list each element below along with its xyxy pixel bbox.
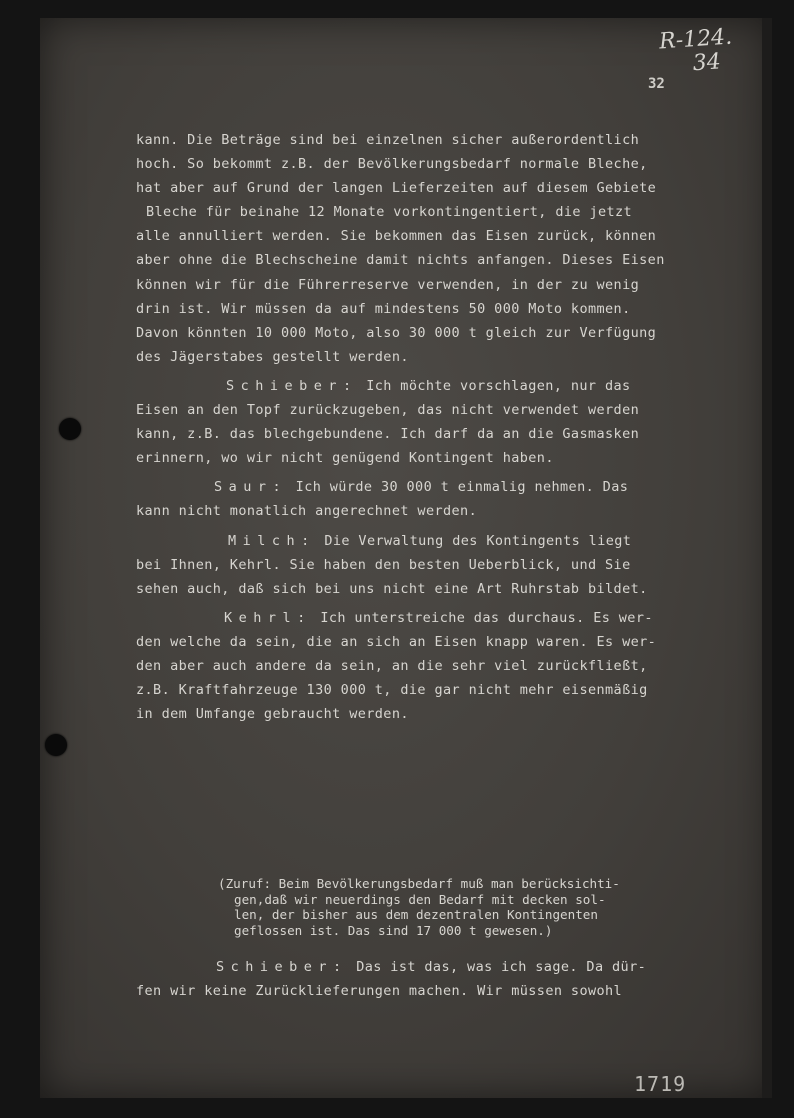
speech-text: Ich unterstreiche das durchaus. Es wer- bbox=[320, 609, 653, 626]
text-line: des Jägerstabes gestellt werden. bbox=[136, 348, 409, 365]
text-line: z.B. Kraftfahrzeuge 130 000 t, die gar nicht mehr eisenmäßig bbox=[136, 682, 648, 699]
reference-line-1: R-124. bbox=[658, 24, 733, 55]
text-line: den aber auch andere da sein, an die sehr viel zurückfließt, bbox=[136, 657, 648, 674]
interjection-block bbox=[218, 876, 718, 938]
text-line: alle annulliert werden. Sie bekommen das Eisen zurück, können bbox=[136, 228, 657, 245]
speech-text: Die Verwaltung des Kontingents liegt bbox=[324, 532, 632, 549]
text-line: drin ist. Wir müssen da auf mindestens 50 000 Moto kommen. bbox=[136, 300, 631, 317]
text-line: Bleche für beinahe 12 Monate vorkontingentiert, die jetzt bbox=[146, 204, 633, 221]
text-line: kann nicht monatlich angerechnet werden. bbox=[136, 503, 478, 520]
speaker-name: Schieber: bbox=[216, 959, 348, 975]
text-line: Davon könnten 10 000 Moto, also 30 000 t gleich zur Verfügung bbox=[136, 324, 657, 341]
speaker-name: Saur: bbox=[214, 479, 288, 496]
text-line: hoch. So bekommt z.B. der Bevölkerungsbedarf normale Bleche, bbox=[136, 156, 648, 173]
handwritten-reference bbox=[658, 26, 734, 79]
text-line: erinnern, wo wir nicht genügend Kontingent haben. bbox=[136, 450, 554, 467]
speech-line bbox=[136, 475, 716, 499]
interjection-line: len, der bisher aus dem dezentralen Kontingenten bbox=[234, 907, 598, 922]
punch-hole bbox=[59, 418, 81, 440]
speaker-name: Kehrl: bbox=[224, 609, 312, 626]
interjection-line: (Zuruf: Beim Bevölkerungsbedarf muß man berücksichti- bbox=[218, 876, 620, 891]
transcript-body-continued bbox=[136, 955, 716, 1003]
transcript-body bbox=[136, 128, 716, 726]
interjection-line: geflossen ist. Das sind 17 000 t gewesen.) bbox=[234, 922, 553, 938]
text-line: hat aber auf Grund der langen Lieferzeiten auf diesem Gebiete bbox=[136, 180, 657, 197]
text-line: Eisen an den Topf zurückzugeben, das nicht verwendet werden bbox=[136, 402, 640, 419]
speech-line bbox=[136, 955, 716, 979]
text-line: den welche da sein, die an sich an Eisen knapp waren. Es wer- bbox=[136, 633, 657, 650]
text-line: aber ohne die Blechscheine damit nichts anfangen. Dieses Eisen bbox=[136, 252, 665, 269]
reference-line-2: 34 bbox=[691, 49, 722, 77]
page-number: 32 bbox=[648, 76, 665, 92]
text-line: kann. Die Beträge sind bei einzelnen sicher außerordentlich bbox=[136, 132, 640, 148]
speech-line bbox=[136, 606, 716, 630]
text-line: können wir für die Führerreserve verwenden, in der zu wenig bbox=[136, 276, 640, 293]
punch-hole bbox=[45, 734, 67, 756]
speech-text: Das ist das, was ich sage. Da dür- bbox=[356, 959, 647, 975]
text-line: in dem Umfange gebraucht werden. bbox=[136, 706, 409, 723]
archive-number: 1719 bbox=[634, 1072, 687, 1096]
speaker-name: Schieber: bbox=[226, 377, 358, 394]
speech-line bbox=[136, 374, 716, 398]
speaker-name: Milch: bbox=[228, 532, 316, 549]
text-line: kann, z.B. das blechgebundene. Ich darf da an die Gasmasken bbox=[136, 426, 640, 443]
speech-text: Ich möchte vorschlagen, nur das bbox=[366, 377, 631, 394]
speech-line bbox=[136, 529, 716, 553]
interjection-line: gen,daß wir neuerdings den Bedarf mit decken sol- bbox=[234, 891, 606, 907]
text-line: sehen auch, daß sich bei uns nicht eine Art Ruhrstab bildet. bbox=[136, 580, 648, 597]
text-line: fen wir keine Zurücklieferungen machen. Wir müssen sowohl bbox=[136, 983, 623, 1000]
speech-text: Ich würde 30 000 t einmalig nehmen. Das bbox=[295, 479, 629, 496]
text-line: bei Ihnen, Kehrl. Sie haben den besten Ueberblick, und Sie bbox=[136, 556, 631, 573]
